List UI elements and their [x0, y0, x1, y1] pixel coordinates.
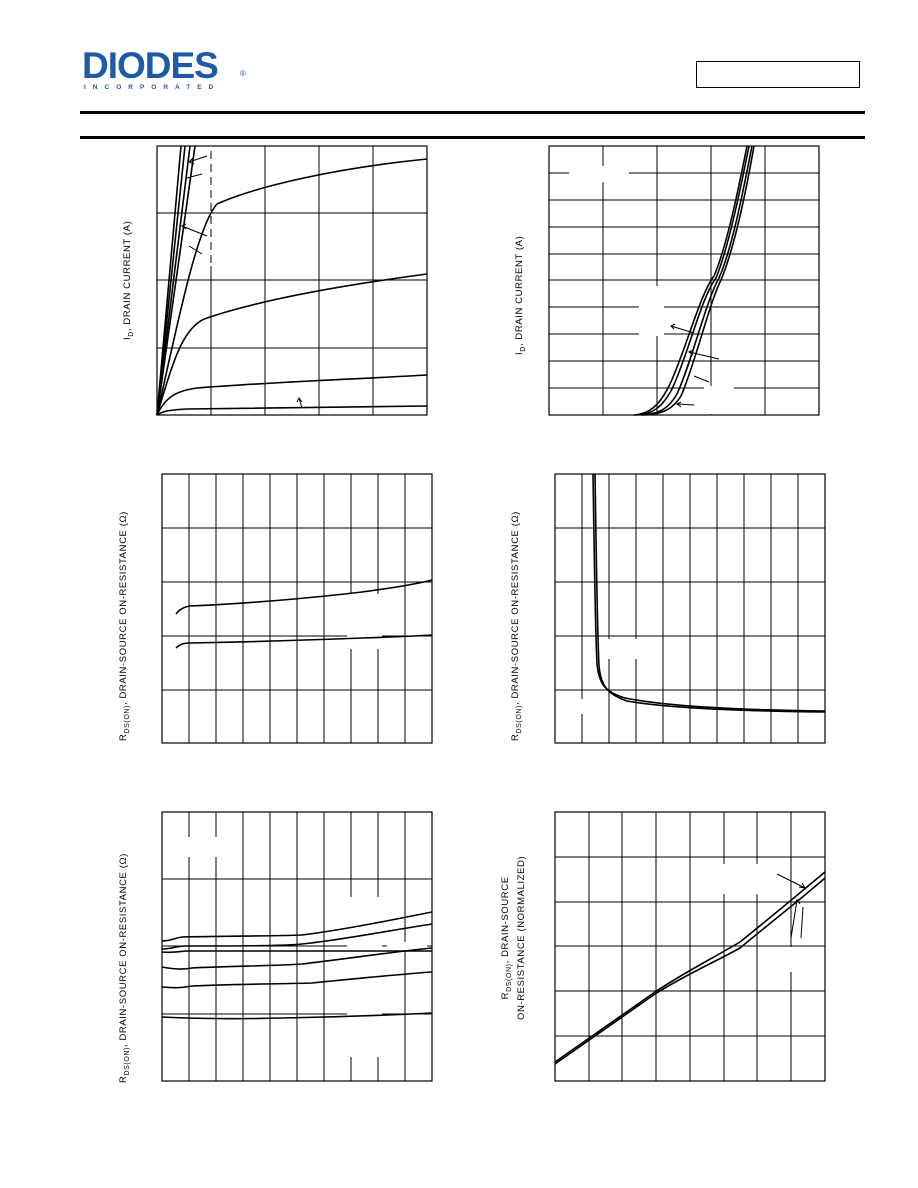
ylabel-4: $R_{DS(ON)}$, DRAIN-SOURCE ON-RESISTANCE (Ω): [510, 511, 523, 741]
diodes-logo: [82, 46, 248, 92]
header-rule-bottom: [80, 136, 865, 139]
ylabel-5: $R_{DS(ON)}$, DRAIN-SOURCE ON-RESISTANCE (Ω): [118, 853, 131, 1083]
chart-3-grid: [162, 474, 432, 743]
chart-1-svg: [157, 146, 427, 415]
chart-5-svg: [162, 812, 432, 1081]
chart-rdson-normalized-vs-temp: [555, 812, 825, 1081]
chart-3-svg: [162, 474, 432, 743]
logo-subtext: INCORPORATED: [84, 84, 221, 91]
series-l-shaped-decay-2: [595, 474, 825, 712]
chart-rdson-vs-vgs: [555, 474, 825, 743]
chart-4-svg: [555, 474, 825, 743]
series-upper-rising: [176, 580, 432, 614]
series-knee-mid: [157, 274, 427, 415]
chart-transfer-characteristics: [549, 146, 819, 415]
logo-text: DIODES: [82, 46, 218, 86]
ylabel-3: $R_{DS(ON)}$, DRAIN-SOURCE ON-RESISTANCE (Ω): [118, 511, 131, 741]
chart-rdson-vs-id: [162, 474, 432, 743]
chart-output-characteristics: [157, 146, 427, 415]
ylabel-2: $I_D$, DRAIN CURRENT (A): [514, 235, 527, 355]
series-l-shaped-decay: [593, 474, 825, 711]
chart-rdson-vs-id-temp: [162, 812, 432, 1081]
chart-2-svg: [549, 146, 819, 415]
series-lower-flat: [176, 635, 432, 648]
header-rule-top: [80, 111, 865, 114]
part-number-box: [696, 61, 860, 88]
series-flat-low: [157, 406, 427, 415]
ylabel-6: $R_{DS(ON)}$, DRAIN-SOURCE ON-RESISTANCE (NORMALIZED): [500, 855, 527, 1020]
logo-registered-mark: ®: [240, 69, 246, 78]
chart-6-svg: [555, 812, 825, 1081]
chart-6-grid: [555, 812, 825, 1081]
ylabel-1: $I_D$, DRAIN CURRENT (A): [122, 220, 135, 340]
